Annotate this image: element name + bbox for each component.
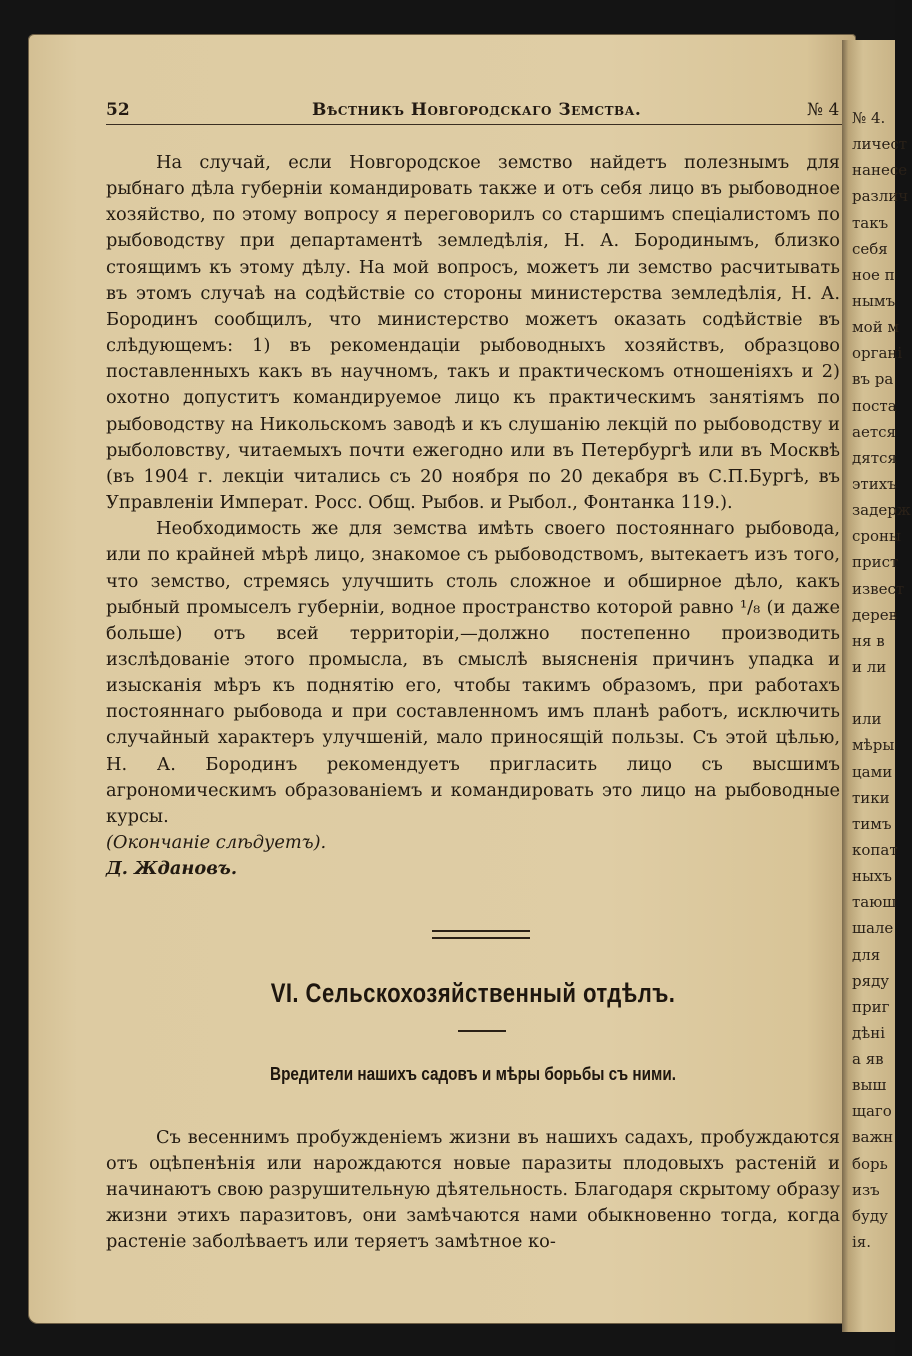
continued-note: (Окончаніе слѣдуетъ). <box>106 832 327 854</box>
adjacent-page-fragment: буду <box>852 1206 888 1225</box>
adjacent-page-fragment: сроны <box>852 527 901 546</box>
adjacent-page-fragment: такъ <box>852 213 889 232</box>
adjacent-page-fragment: тимъ <box>852 814 892 833</box>
adjacent-page-fragment: важн <box>852 1128 894 1147</box>
adjacent-page-fragment: шале <box>852 919 894 938</box>
adjacent-page-fragment: въ ра <box>852 370 894 389</box>
adjacent-page-fragment: себя <box>852 239 888 258</box>
adjacent-page-fragment: мой м <box>852 318 900 337</box>
adjacent-page-fragment: извест <box>852 579 905 598</box>
adjacent-page-fragment: мѣры <box>852 736 895 755</box>
adjacent-page-fragment: личест <box>852 135 908 154</box>
adjacent-page-fragment: ряду <box>852 971 890 990</box>
adjacent-page-fragment: поста <box>852 396 897 415</box>
new-article-body <box>106 1125 840 1255</box>
adjacent-page-fragment: задерж <box>852 501 911 520</box>
adjacent-page-fragment: приг <box>852 997 890 1016</box>
issue-number: № 4 <box>807 100 840 120</box>
adjacent-page-fragment: ныхъ <box>852 867 892 886</box>
article-paragraph: Необходимость же для земства имѣть своего постояннаго рыбовода, или по крайней мѣрѣ лицо, знакомое съ рыбоводствомъ, вытекаетъ изъ того, что земство, стремясь улучшить столь сложное и обширное дѣло, какъ рыбный промыселъ губерніи, водное пространство которой равно ¹/₈ (и даже больше) отъ всей территоріи,—должно постепенно производить изслѣдованіе этого промысла, въ смыслѣ выясненія причинъ упадка и изысканія мѣръ къ поднятію его, чтобы такимъ образомъ, при работахъ постояннаго рыбовода и при составленномъ имъ планѣ работъ, исключить случайный характеръ улучшеній, мало приносящій пользы. Съ этой цѣлью, Н. А. Бородинъ рекомендуетъ пригласить лицо съ высшимъ агрономическимъ образованіемъ и командировать это лицо на рыбоводные курсы. <box>106 518 840 827</box>
page-number: 52 <box>106 100 130 120</box>
adjacent-page-fragment: тики <box>852 788 890 807</box>
article-paragraph: На случай, если Новгородское земство найдетъ полезнымъ для рыбнаго дѣла губерніи командировать также и отъ себя лицо въ рыбоводное хозяйство, по этому вопросу я переговорилъ со старшимъ спеціалистомъ по рыбоводству при департаментѣ земледѣлія, Н. А. Бородинымъ, близко стоящимъ къ этому дѣлу. На мой вопросъ, можетъ ли земство расчитывать въ этомъ случаѣ на содѣйствіе со стороны министерства земледѣлія, Н. А. Бородинъ сообщилъ, что министерство можетъ оказать содѣйствіе въ слѣдующемъ: 1) въ рекомендаціи рыбоводныхъ хозяйствъ, образцово поставленныхъ какъ въ научномъ, такъ и практическомъ отношеніяхъ и 2) охотно допуститъ командируемое лицо къ практическимъ занятіямъ по рыбоводству на Никольскомъ заводѣ и къ слушанію лекцій по рыбоводству и рыболовству, читаемыхъ почти ежегодно или въ Петербургѣ или въ Москвѣ (въ 1904 г. лекціи читались съ 20 ноября по 20 декабря въ С.П.Бургѣ, въ Управленіи Императ. Росс. Общ. Рыбов. и Рыбол., Фонтанка 119.). <box>106 152 840 514</box>
adjacent-page-fragment: для <box>852 945 881 964</box>
article-paragraph: Съ весеннимъ пробужденіемъ жизни въ нашихъ садахъ, пробуждаются отъ оцѣпенѣнія или нарождаются новые паразиты плодовыхъ растеній и начинаютъ свою разрушительную дѣятельность. Благодаря скрытому образу жизни этихъ паразитовъ, они замѣчаются нами обыкновенно тогда, когда растеніе заболѣваетъ или теряетъ замѣтное ко- <box>106 1127 840 1253</box>
adjacent-page-fragment: щаго <box>852 1102 892 1121</box>
adjacent-page-fragment: прист <box>852 553 899 572</box>
adjacent-page-fragment: и ли <box>852 657 887 676</box>
adjacent-page-fragment: этихъ <box>852 474 897 493</box>
adjacent-page-fragment: ія. <box>852 1233 872 1252</box>
adjacent-page-fragment: № 4. <box>852 109 886 127</box>
adjacent-page-fragment: дятся <box>852 448 897 467</box>
adjacent-page-fragment: ное п <box>852 265 895 284</box>
adjacent-page-fragment: копат <box>852 840 898 859</box>
author-signature: Д. Ждановъ. <box>106 858 238 880</box>
article-title: Вредители нашихъ садовъ и мѣры борьбы съ ними. <box>270 1064 676 1084</box>
journal-title: Вѣстникъ Новгородскаго Земства. <box>312 100 642 120</box>
double-rule-divider <box>432 930 530 939</box>
article-continuation <box>106 150 840 882</box>
adjacent-page-edge <box>842 40 911 1332</box>
adjacent-page-text <box>852 105 912 1255</box>
adjacent-page-fragment: таюш <box>852 893 897 912</box>
adjacent-page-fragment: изъ <box>852 1180 880 1199</box>
adjacent-page-fragment: нанесе <box>852 161 908 180</box>
adjacent-page-fragment: дерев <box>852 605 898 624</box>
adjacent-page-fragment: или <box>852 710 882 729</box>
adjacent-page-fragment: ня в <box>852 631 885 650</box>
header-rule <box>106 124 842 125</box>
adjacent-page-fragment: цами <box>852 762 893 781</box>
adjacent-page-fragment: нымъ <box>852 291 896 310</box>
adjacent-page-fragment: ается <box>852 422 896 441</box>
adjacent-page-fragment: а яв <box>852 1050 884 1069</box>
adjacent-page-fragment: дѣні <box>852 1023 886 1042</box>
adjacent-page-fragment <box>852 680 912 706</box>
section-heading: VI. Сельскохозяйственный отдѣлъ. <box>270 978 676 1008</box>
adjacent-page-fragment: борь <box>852 1154 888 1173</box>
adjacent-page-fragment: выш <box>852 1076 887 1095</box>
adjacent-page-fragment: различ <box>852 187 909 206</box>
adjacent-page-fragment: органі <box>852 344 903 363</box>
running-header <box>106 96 842 126</box>
heading-rule <box>458 1030 506 1032</box>
